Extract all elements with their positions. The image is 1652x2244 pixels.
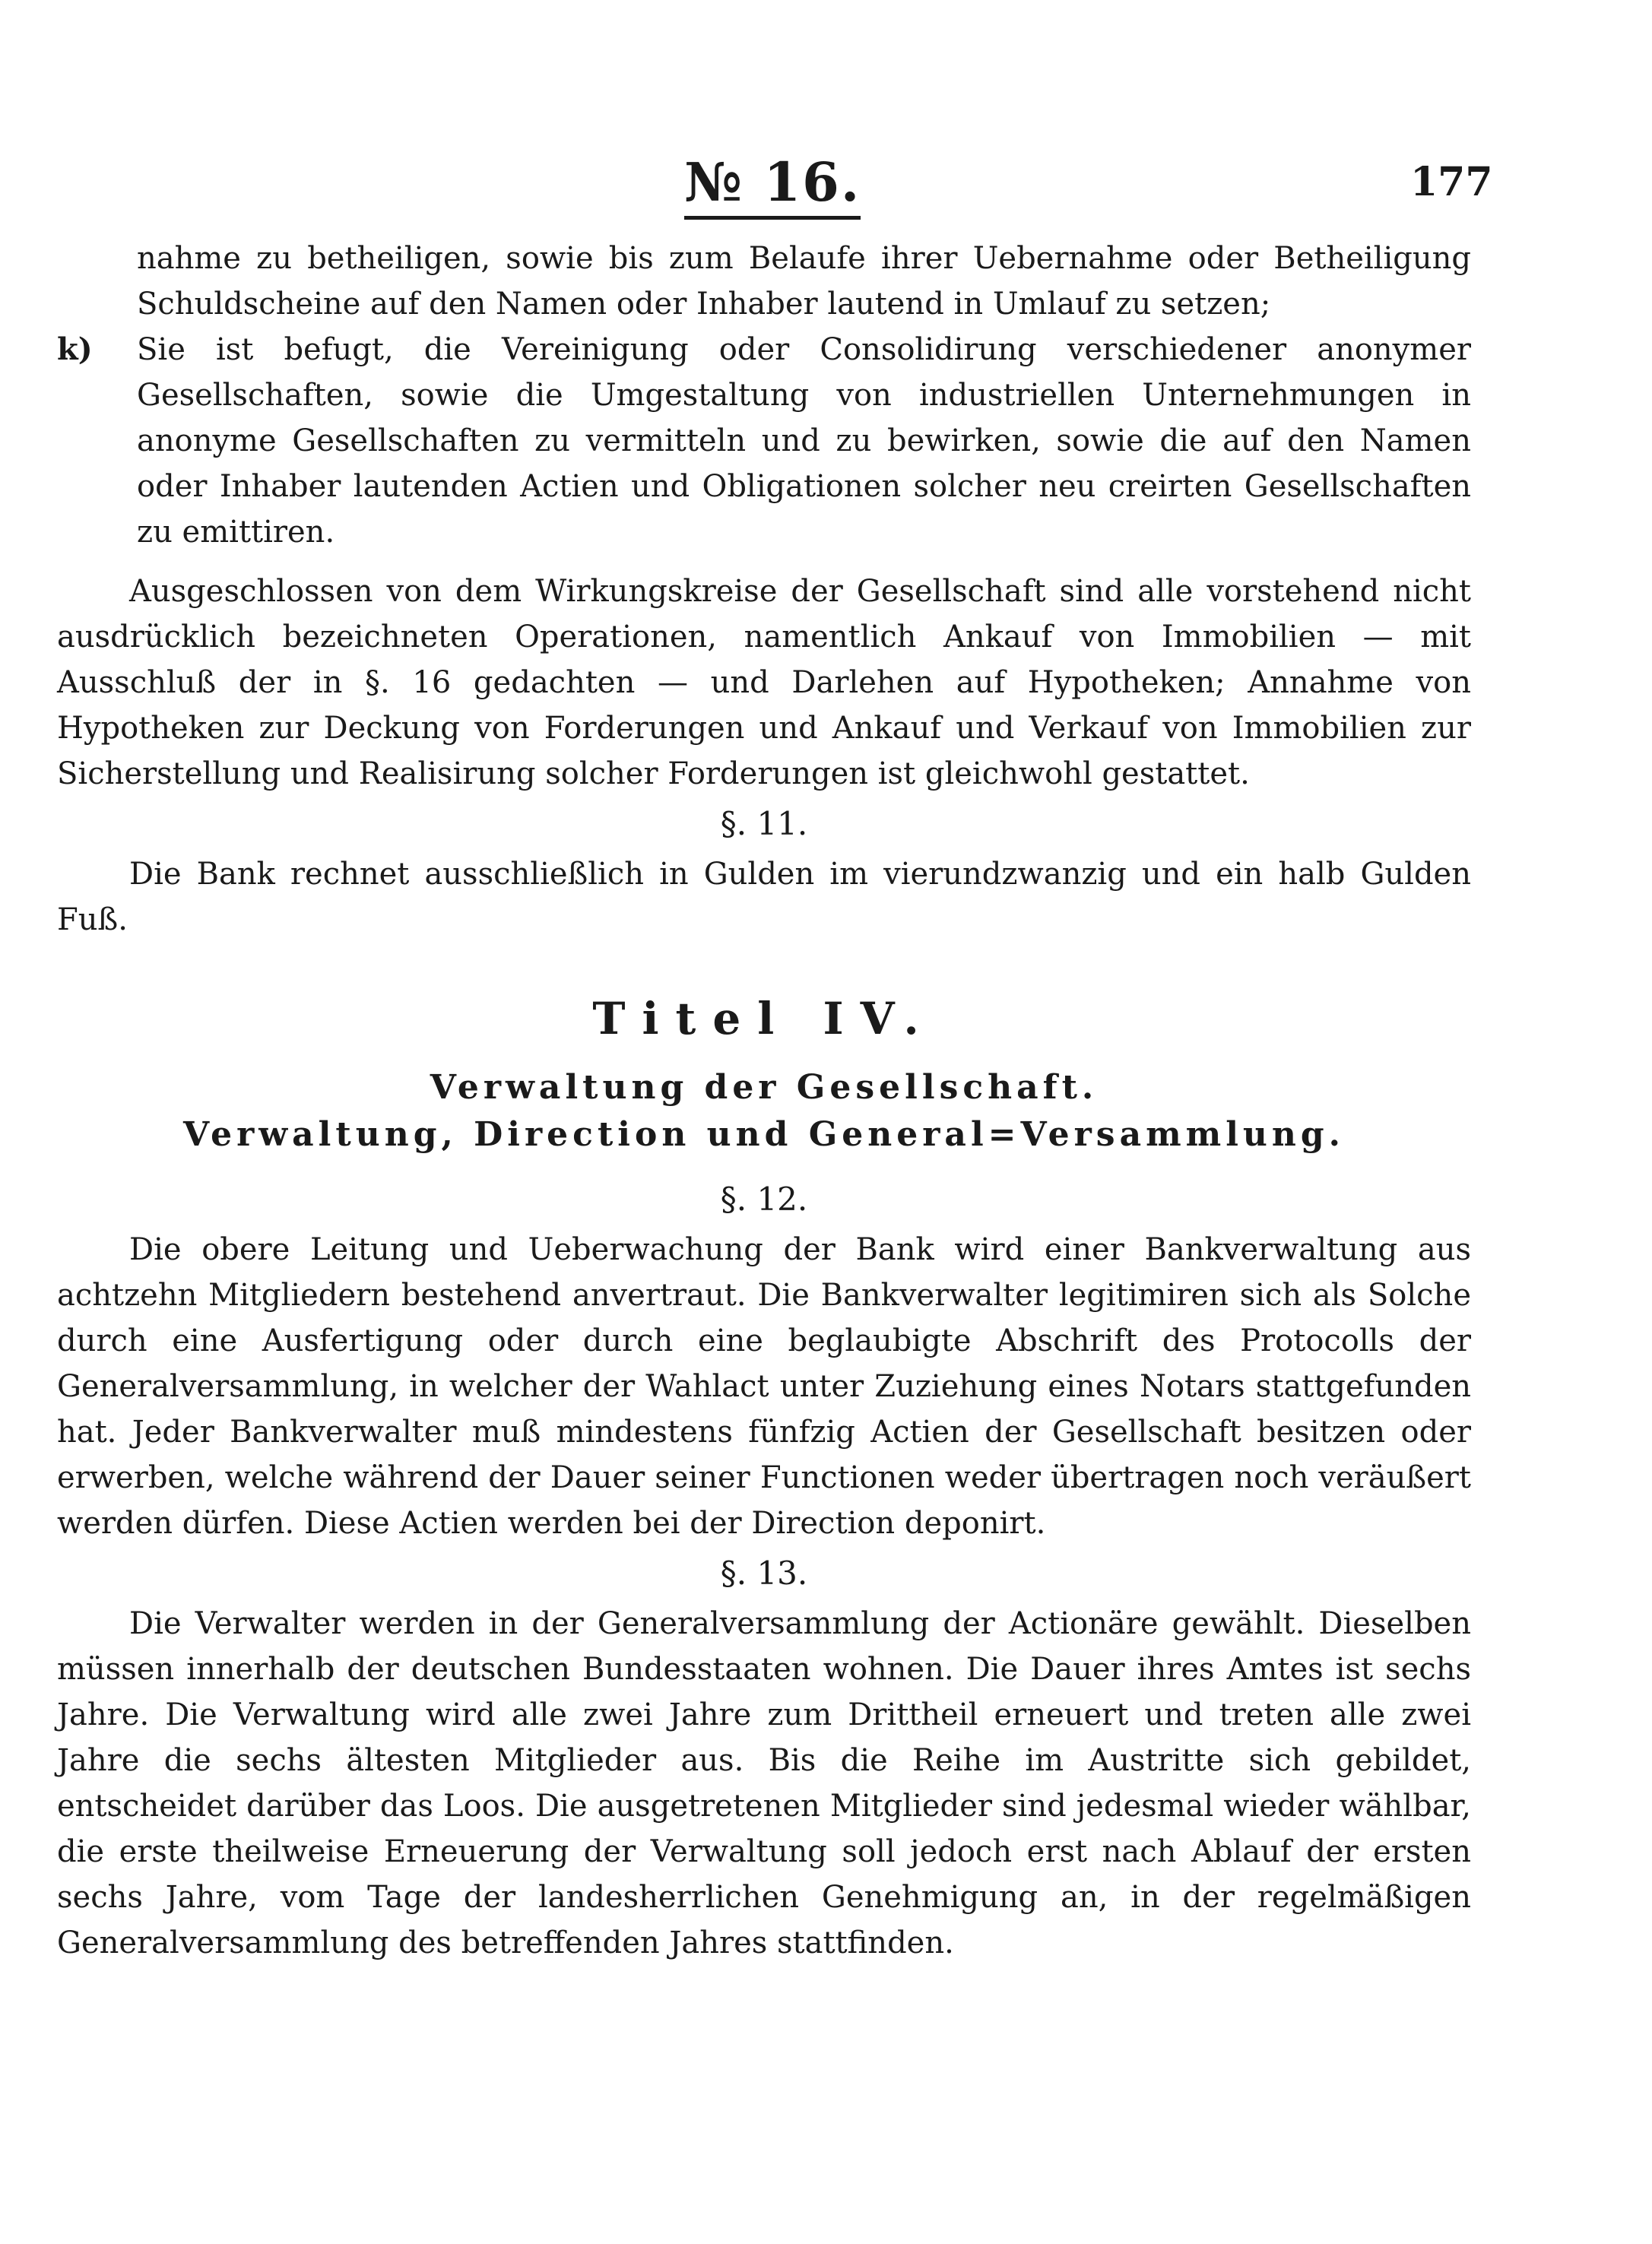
chapter-subtitle-secondary: Verwaltung, Direction und General=Versammlung.: [183, 1115, 1345, 1154]
page-number: 177: [1410, 159, 1493, 205]
chapter-title: Titel IV.: [592, 993, 936, 1044]
spacer: [57, 555, 1471, 569]
body-text: [57, 236, 1471, 1966]
list-item-k: [57, 327, 1471, 555]
spacer: [57, 1158, 1471, 1172]
page-header: [0, 152, 1652, 220]
section-heading-11: §. 11.: [720, 805, 808, 842]
section-13-text: Die Verwalter werden in der Generalversammlung der Actionäre gewählt. Dieselben müssen innerhalb der deutschen Bundesstaaten wohnen. Die Dauer ihres Amtes ist sechs Jahre. Die Verwaltung wird alle zwei Jahre zum Drittheil erneuert und treten alle zwei Jahre die sechs ältesten Mitglieder aus. Bis die Reihe im Austritte sich gebildet, entscheidet darüber das Loos. Die ausgetretenen Mitglieder sind jedesmal wieder wählbar, die erste theilweise Erneuerung der Verwaltung soll jedoch erst nach Ablauf der ersten sechs Jahre, vom Tage der landesherrlichen Genehmigung an, in der regelmäßigen Generalversammlung des betreffenden Jahres stattfinden.: [57, 1606, 1471, 1960]
section-12-text: Die obere Leitung und Ueberwachung der Bank wird einer Bankverwaltung aus achtzehn Mitgliedern bestehend anvertraut. Die Bankverwalter legitimiren sich als Solche durch eine Ausfertigung oder durch eine beglaubigte Abschrift des Protocolls der Generalversammlung, in welcher der Wahlact unter Zuziehung eines Notars stattgefunden hat. Jeder Bankverwalter muß mindestens fünfzig Actien der Gesellschaft besitzen oder erwerben, welche während der Dauer seiner Functionen weder übertragen noch veräußert werden dürfen. Diese Actien werden bei der Direction deponirt.: [57, 1232, 1471, 1541]
section-heading-12: §. 12.: [720, 1181, 808, 1218]
chapter-subtitle: Verwaltung der Gesellschaft.: [430, 1068, 1099, 1107]
exclusion-paragraph: Ausgeschlossen von dem Wirkungskreise der Gesellschaft sind alle vorstehend nicht ausdrücklich bezeichneten Operationen, namentlich Ankauf von Immobilien — mit Ausschluß der in §. 16 gedachten — und Darlehen auf Hypotheken; Annahme von Hypotheken zur Deckung von Forderungen und Ankauf und Verkauf von Immobilien zur Sicherstellung und Realisirung solcher Forderungen ist gleichwohl gestattet.: [57, 574, 1471, 791]
issue-number: № 16.: [684, 152, 861, 220]
list-item-label: k): [57, 331, 93, 367]
list-item-text: Sie ist befugt, die Vereinigung oder Consolidirung verschiedener anonymer Gesellschaften, sowie die Umgestaltung von industriellen Unternehmungen in anonyme Gesellschaften zu vermitteln und zu bewirken, sowie die auf den Namen oder Inhaber lautenden Actien und Obligationen solcher neu creirten Gesellschaften zu emittiren.: [137, 332, 1471, 550]
section-heading-13: §. 13.: [720, 1555, 808, 1592]
section-11-text: Die Bank rechnet ausschließlich in Gulden im vierundzwanzig und ein halb Gulden Fuß.: [57, 857, 1471, 937]
continued-paragraph: nahme zu betheiligen, sowie bis zum Belaufe ihrer Uebernahme oder Betheiligung Schuldscheine auf den Namen oder Inhaber lautend in Umlauf zu setzen;: [137, 241, 1471, 322]
